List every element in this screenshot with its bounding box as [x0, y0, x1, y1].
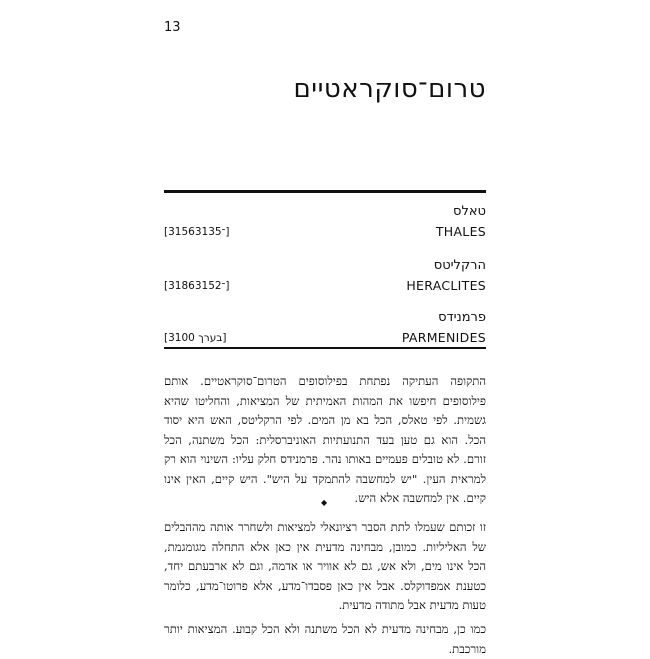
philosopher-hebrew-name: טאלס	[453, 204, 486, 219]
philosopher-dates: [3156־3135]	[164, 226, 230, 238]
philosopher-dates: [3100 בערך]	[164, 332, 227, 344]
page-number: 13	[164, 20, 181, 35]
body-paragraph-2: זו זכותם שעמלו לתת הסבר רציונאלי למציאות ולשחרר אותה מההבלים של האליליות. כמובן, מבחינה מדעית אין כאן אלא התחלה מגומגמת, הכל אינו מים, ולא אש, גם לא אוויר או אדמה, וגם לא ארבעתם יחד, כטענת אמפדוקלס. אבל אין כאן פסבדו־מדע, אלא פרוטו־מדע, כלומר טעות מדעית אבל מתודה מדעית.	[164, 520, 486, 612]
body-paragraph-3: כמו כן, מבחינה מדעית לא הכל משתנה ולא הכל קבוע. המציאות יותר מורכבת.	[164, 622, 486, 656]
philosopher-dates: [3186־3152]	[164, 280, 230, 292]
philosopher-latin-name: PARMENIDES	[401, 330, 486, 345]
philosopher-hebrew-name: הרקליטס	[433, 258, 486, 273]
philosopher-latin-name: HERACLITES	[406, 278, 486, 293]
philosopher-entry-thales	[164, 204, 486, 244]
top-rule	[164, 190, 486, 193]
body-paragraph-1: התקופה העתיקה נפתחת בפילוסופים הטרום־סוקראטיים. אותם פילוסופים חיפשו את המהות האמיתית של המציאות, והחליטו שהיא גשמית. לפי טאלס, הכל בא מן המים. לפי הרקליטס, האש היא יסוד הכל. הוא גם טען בעד התנועתיות האוניברסלית: הכל משתנה, הכל זורם. לא טובלים פעמיים באותו נהר. פרמנידס חלק עליו: השינוי הוא רק למראית העין. "יש למחשבה להתמקד על היש". היש קיים, האין אינו קיים. אין למחשבה אלא היש.	[164, 374, 486, 505]
philosopher-hebrew-name: פרמנידס	[438, 310, 486, 325]
section-divider-diamond: ◆	[321, 498, 328, 507]
chapter-title: טרום־סוקראטיים	[293, 74, 486, 104]
philosopher-latin-name: THALES	[435, 224, 486, 239]
philosopher-entry-parmenides	[164, 310, 486, 350]
philosopher-entry-heraclites	[164, 258, 486, 298]
bottom-rule	[164, 347, 486, 349]
